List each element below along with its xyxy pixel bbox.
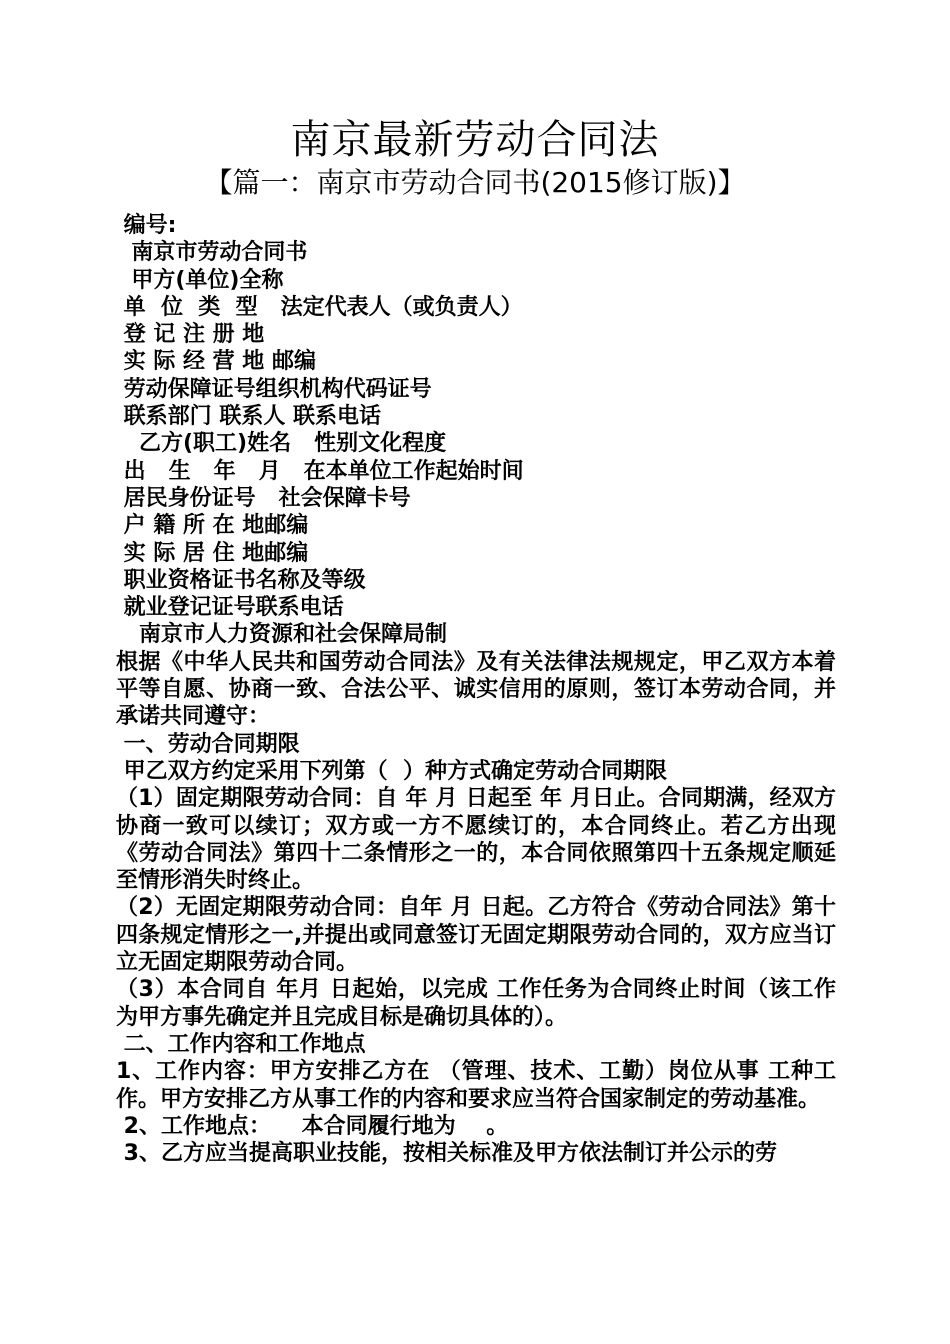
- line-unit-type: 单 位 类 型 法定代表人（或负责人）: [116, 294, 523, 320]
- line-registered-address: 登 记 注 册 地: [116, 322, 265, 348]
- paragraph-fixed-term: （1）固定期限劳动合同：自 年 月 日起至 年 月日止。合同期满，经双方协商一致可以续订；双方或一方不愿续订的，本合同终止。若乙方出现《劳动合同法》第四十二条情形之一的，本合同依照第四十五条规定顺延至情形消失时终止。: [116, 786, 836, 894]
- paragraph-work-content: 1、工作内容：甲方安排乙方在 （管理、技术、工勤）岗位从事 工种工作。甲方安排乙方从事工作的内容和要求应当符合国家制定的劳动基准。: [116, 1059, 836, 1112]
- line-party-a-name: 甲方(单位)全称: [116, 267, 284, 293]
- line-household-address: 户 籍 所 在 地邮编: [116, 513, 309, 539]
- line-birth-date: 出 生 年 月 在本单位工作起始时间: [116, 458, 524, 484]
- line-issuer: 南京市人力资源和社会保障局制: [116, 622, 447, 648]
- line-contract-heading: 南京市劳动合同书: [116, 240, 308, 266]
- line-party-b-name: 乙方(职工)姓名 性别文化程度: [116, 431, 447, 457]
- line-contract-number: 编号:: [116, 213, 177, 238]
- line-id-number: 居民身份证号 社会保障卡号: [116, 485, 411, 511]
- paragraph-preamble: 根据《中华人民共和国劳动合同法》及有关法律法规规定，甲乙双方本着平等自愿、协商一致、合法公平、诚实信用的原则，签订本劳动合同，并承诺共同遵守：: [116, 649, 836, 730]
- line-term-method: 甲乙双方约定采用下列第（ ）种方式确定劳动合同期限: [116, 758, 667, 784]
- section-heading-contract-term: 一、劳动合同期限: [116, 731, 300, 757]
- line-employment-registration: 就业登记证号联系电话: [116, 595, 344, 621]
- line-residence-address: 实 际 居 住 地邮编: [116, 540, 309, 566]
- document-subtitle: 【篇一：南京市劳动合同书(2015修订版)】: [204, 166, 746, 199]
- document-title: 南京最新劳动合同法: [290, 117, 660, 163]
- line-contact-department: 联系部门 联系人 联系电话: [116, 404, 381, 430]
- paragraph-open-term: （2）无固定期限劳动合同：自年 月 日起。乙方符合《劳动合同法》第十四条规定情形之一,并提出或同意签订无固定期限劳动合同的，双方应当订立无固定期限劳动合同。: [116, 895, 836, 976]
- line-skills: 3、乙方应当提高职业技能，按相关标准及甲方依法制订并公示的劳: [116, 1141, 777, 1167]
- line-business-address: 实 际 经 营 地 邮编: [116, 349, 316, 375]
- line-qualification: 职业资格证书名称及等级: [116, 567, 366, 593]
- line-work-location: 2、工作地点： 本合同履行地为 。: [116, 1113, 509, 1139]
- document-body: [116, 212, 836, 1167]
- section-heading-work-content: 二、工作内容和工作地点: [116, 1031, 366, 1057]
- line-labor-security-number: 劳动保障证号组织机构代码证号: [116, 376, 432, 402]
- paragraph-task-term: （3）本合同自 年月 日起始，以完成 工作任务为合同终止时间（该工作为甲方事先确定并且完成目标是确切具体的）。: [116, 977, 836, 1030]
